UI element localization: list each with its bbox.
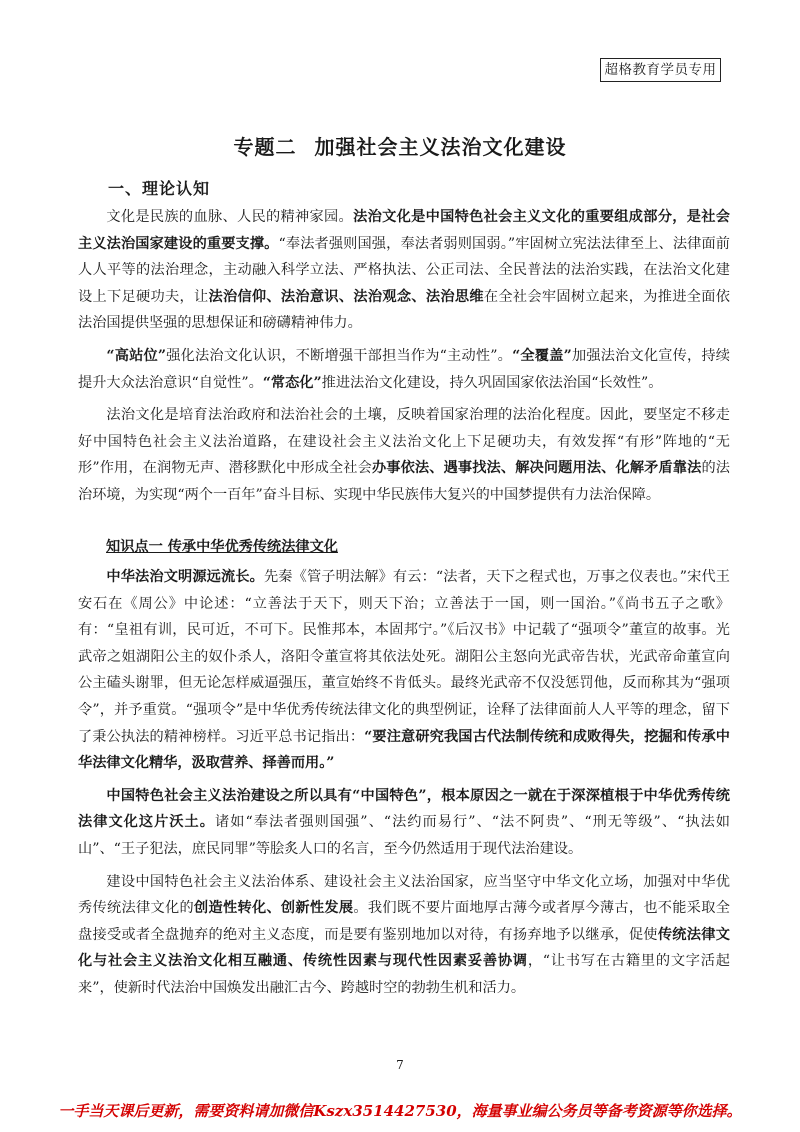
p2-text-3: 推进法治文化建设，持久巩固国家依法治国“长效性”。: [321, 374, 663, 391]
paragraph-4: [78, 564, 730, 777]
p1-text-1: 文化是民族的血脉、人民的精神家园。: [106, 209, 354, 225]
p3-text-2: 的法治环境，为实现“两个一百年”奋斗目标、实现中华民族伟大复兴的中国梦提供有力法治保障。: [78, 460, 730, 503]
p1-bold-1: 法治文化是中国特色社会主义文化的重要组成部分，是社会主义法治国家建设的重要支撑。: [78, 209, 730, 252]
paragraph-6: [78, 869, 730, 1002]
theory-section-body: [78, 204, 730, 509]
p6-bold-1: 创造性转化、创新性发展: [193, 900, 354, 917]
paragraph-3: [78, 402, 730, 508]
title-topic-number: 专题二: [233, 135, 297, 159]
p1-text-2: “奉法者强则国强，奉法者弱则国弱。”牢固树立宪法法律至上、法律面前人人平等的法治理念，主动融入科学立法、严格执法、公正司法、全民普法的法治实践，在法治文化建设上下足硬功夫，让: [78, 235, 730, 305]
paragraph-1: [78, 204, 730, 337]
p4-bold-1: 中华法治文明源远流长。: [106, 569, 264, 585]
p5-bold-1: 中国特色社会主义法治建设之所以具有“中国特色”，根本原因之一就在于深深植根于中华优秀传统法律文化这片沃土。: [78, 787, 730, 831]
page-number: 7: [396, 1058, 404, 1072]
p3-text-1: 法治文化是培育法治政府和法治社会的土壤，反映着国家治理的法治化程度。因此，要坚定不移走好中国特色社会主义法治道路，在建设社会主义法治文化上下足硬功夫，有效发挥“有形”阵地的“无形”作用，在润物无声、潜移默化中形成全社会: [78, 407, 730, 477]
page-title: [0, 131, 800, 160]
p1-text-3: 在全社会牢固树立起来，为推进全面依法治国提供坚强的思想保证和磅礴精神伟力。: [78, 288, 730, 332]
p5-text-1: 诸如“奉法者强则国强”、“法约而易行”、“法不阿贵”、“刑无等级”、“执法如山”、“王子犯法，庶民同罪”等脍炙人口的名言，至今仍然适用于现代法治建设。: [78, 814, 730, 857]
p6-text-3: ，“让书写在古籍里的文字活起来”，使新时代法治中国焕发出融汇古今、跨越时空的勃勃生机和活力。: [78, 953, 730, 996]
p2-text-1: 强化法治文化认识，不断增强干部担当作为“主动性”。: [166, 347, 513, 364]
p6-text-2: 。我们既不要片面地厚古薄今或者厚今薄古，也不能采取全盘接受或者全盘抛弃的绝对主义态度，而是要有鉴别地加以对待，有扬弃地予以继承，促使: [78, 900, 730, 943]
p2-bold-2: “全覆盖”: [512, 347, 572, 364]
p6-text-1: 建设中国特色社会主义法治体系、建设社会主义法治国家，应当坚守中华文化立场，加强对中华优秀传统法律文化的: [78, 873, 730, 917]
section-heading-theory: 一、理论认知: [108, 179, 211, 198]
p1-bold-2: 法治信仰、法治意识、法治观念、法治思维: [208, 288, 484, 305]
title-topic-name: 加强社会主义法治文化建设: [314, 135, 567, 159]
p4-bold-2: “要注意研究我国古代法制传统和成败得失，挖掘和传承中华法律文化精华，汲取营养、择善而用。”: [78, 728, 730, 772]
student-only-stamp: 超格教育学员专用: [600, 58, 721, 82]
p6-bold-2: 传统法律文化与社会主义法治文化相互融通、传统性因素与现代性因素妥善协调: [78, 926, 730, 970]
p2-bold-3: “常态化”: [262, 374, 322, 391]
p4-text-1: 先秦《管子明法解》有云：“法者，天下之程式也，万事之仪表也。”宋代王安石在《周公》中论述：“立善法于天下，则天下治；立善法于一国，则一国治。”《尚书五子之歌》有：“皇祖有训，民可近，不可下。民惟邦本，本固邦宁。”《后汉书》中记载了“强项令”董宣的故事。光武帝之姐湖阳公主的奴仆杀人，洛阳令董宣将其依法处死。湖阳公主怒向光武帝告状，光武帝命董宣向公主磕头谢罪，但无论怎样威逼强压，董宣始终不肯低头。最终光武帝不仅没惩罚他，反而称其为“强项令”，并予重赏。“强项令”是中华优秀传统法律文化的典型例证，诠释了法律面前人人平等的理念，留下了秉公执法的精神榜样。习近平总书记指出：: [78, 569, 730, 745]
p2-bold-1: “高站位”: [106, 347, 167, 364]
p2-text-2: 加强法治文化宣传，持续提升大众法治意识“自觉性”。: [78, 347, 730, 391]
paragraph-2: [78, 343, 730, 396]
footer-notice: 一手当天课后更新，需要资料请加微信Kszx3514427530，海量事业编公务员等备考资源等你选择。: [58, 1102, 742, 1120]
knowledge-section-body: [78, 564, 730, 1002]
knowledge-point-heading: 知识点一 传承中华优秀传统法律文化: [106, 539, 338, 555]
p3-bold-1: 办事依法、遇事找法、解决问题用法、化解矛盾靠法: [371, 460, 702, 477]
paragraph-5: [78, 783, 730, 863]
